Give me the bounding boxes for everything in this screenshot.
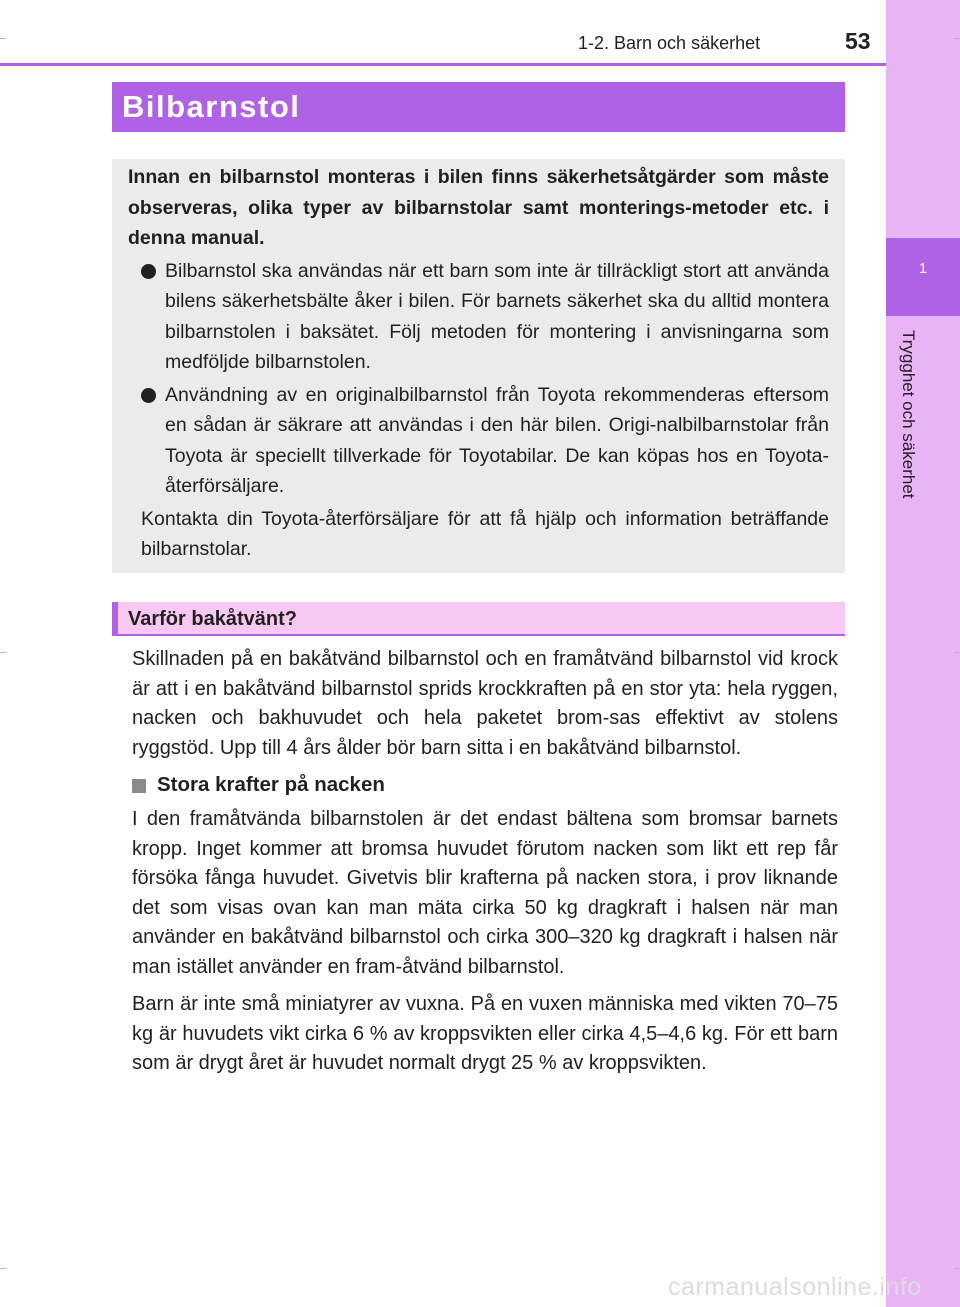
intro-box [112, 159, 845, 573]
crop-mark [0, 652, 6, 653]
intro-contact: Kontakta din Toyota-återförsäljare för att få hjälp och information beträffande bilbarnstolar. [141, 507, 829, 560]
intro-lead: Innan en bilbarnstol monteras i bilen finns säkerhetsåtgärder som måste observeras, olika typer av bilbarnstolar samt monterings-metoder etc. i denna manual. [128, 166, 829, 249]
intro-bullet [128, 380, 829, 502]
chapter-side-strip [886, 0, 960, 1307]
body-paragraph: Skillnaden på en bakåtvänd bilbarnstol och en framåtvänd bilbarnstol vid krock är att i en bakåtvänd bilbarnstol sprids krockkraften på en stor yta: hela ryggen, nacken och bakhuvudet och hela paketet brom-sas effektivt av stolens ryggstöd. Upp till 4 års ålder bör barn sitta i en bakåtvänd bilbarnstol. [132, 648, 838, 759]
intro-bullet-text: Bilbarnstol ska användas när ett barn som inte är tillräckligt stort att använda bilens säkerhetsbälte åker i bilen. För barnets säkerhet ska du alltid montera bilbarnstolen i baksätet. Följ metoden för montering i anvisningarna som medföljde bilbarnstolen. [165, 259, 829, 373]
bullet-dot-icon [141, 264, 156, 279]
section-heading-bar [112, 602, 845, 636]
intro-bullet [128, 256, 829, 378]
chapter-tab [886, 238, 960, 316]
crop-mark [954, 38, 960, 39]
section-heading: Varför bakåtvänt? [128, 608, 297, 630]
page-title: Bilbarnstol [122, 89, 301, 124]
chapter-title: Trygghet och säkerhet [899, 330, 918, 499]
body-paragraph: Barn är inte små miniatyrer av vuxna. På en vuxen människa med vikten 70–75 kg är huvudets vikt cirka 6 % av kroppsvikten eller cirka 4,5–4,6 kg. För ett barn som är drygt året är huvudet normalt drygt 25 % av kroppsvikten. [132, 993, 838, 1074]
page-number: 53 [845, 28, 871, 54]
crop-mark [0, 1268, 6, 1269]
minor-heading [132, 771, 838, 799]
header-rule [0, 63, 886, 66]
bullet-dot-icon [141, 388, 156, 403]
square-bullet-icon [132, 779, 146, 793]
crop-mark [0, 38, 6, 39]
section-body [132, 645, 838, 1087]
watermark: carmanualsonline.info [668, 1273, 922, 1301]
body-paragraph: I den framåtvända bilbarnstolen är det endast bältena som bromsar barnets kropp. Inget kommer att bromsa huvudet förutom nacken som likt ett rep får försöka fånga huvudet. Givetvis blir krafterna på nacken stora, i prov liknande det som visas ovan kan man mäta cirka 50 kg dragkraft i halsen när man använder en bakåtvänd bilbarnstol och cirka 300–320 kg dragkraft i halsen när man istället använder en fram-åtvänd bilbarnstol. [132, 808, 838, 978]
crop-mark [954, 652, 960, 653]
title-bar [112, 82, 845, 132]
crop-mark [954, 1268, 960, 1269]
header-section-title: 1-2. Barn och säkerhet [578, 33, 761, 53]
intro-bullet-text: Användning av en originalbilbarnstol från Toyota rekommenderas eftersom en sådan är säkrare att användas i den här bilen. Origi-nalbilbarnstolar från Toyota är speciellt tillverkade för Toyotabilar. De kan köpas hos en Toyota-återförsäljare. [165, 383, 829, 497]
chapter-number: 1 [918, 260, 928, 277]
minor-heading-text: Stora krafter på nacken [157, 773, 385, 796]
